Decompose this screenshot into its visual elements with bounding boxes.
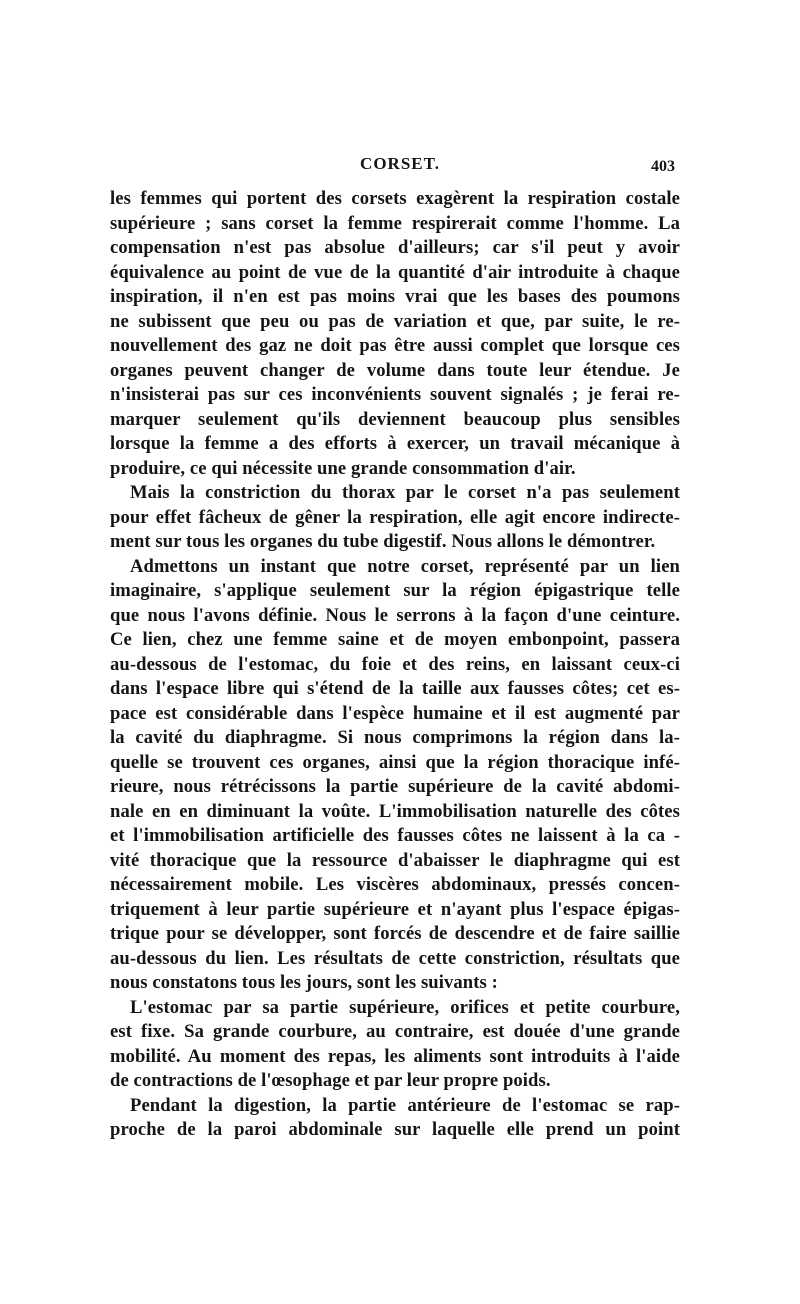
text-line: ne subissent que peu ou pas de variation et que, par suite, le re- <box>110 310 680 332</box>
text-line: quelle se trouvent ces organes, ainsi que la région thoracique infé- <box>110 751 680 773</box>
text-line: nous constatons tous les jours, sont les suivants : <box>110 972 498 993</box>
page-header <box>0 150 800 180</box>
text-line: au-dessous du lien. Les résultats de cette constriction, résultats que <box>110 947 680 969</box>
text-line: au-dessous de l'estomac, du foie et des reins, en laissant ceux-ci <box>110 653 680 675</box>
text-line: nouvellement des gaz ne doit pas être aussi complet que lorsque ces <box>110 335 680 356</box>
text-line: organes peuvent changer de volume dans toute leur étendue. Je <box>110 359 680 381</box>
text-line: compensation n'est pas absolue d'ailleurs; car s'il peut y avoir <box>110 237 680 258</box>
text-line: les femmes qui portent des corsets exagèrent la respiration costale <box>110 188 680 209</box>
text-line: marquer seulement qu'ils deviennent beaucoup plus sensibles <box>110 408 680 430</box>
text-line: la cavité du diaphragme. Si nous comprimons la région dans la- <box>110 727 680 748</box>
text-line: supérieure ; sans corset la femme respirerait comme l'homme. La <box>110 212 680 234</box>
paragraph-start-line: Admettons un instant que notre corset, représenté par un lien <box>130 555 680 577</box>
text-line: dans l'espace libre qui s'étend de la taille aux fausses côtes; cet es- <box>110 678 680 699</box>
page-number: 403 <box>651 158 675 175</box>
text-line: vité thoracique que la ressource d'abaisser le diaphragme qui est <box>110 849 680 871</box>
text-line: Ce lien, chez une femme saine et de moyen embonpoint, passera <box>110 629 680 650</box>
text-line: nale en en diminuant la voûte. L'immobilisation naturelle des côtes <box>110 800 680 822</box>
text-line: ment sur tous les organes du tube digestif. Nous allons le démontrer. <box>110 531 656 552</box>
text-line: inspiration, il n'en est pas moins vrai que les bases des poumons <box>110 286 680 307</box>
text-line: rieure, nous rétrécissons la partie supérieure de la cavité abdomi- <box>110 776 680 797</box>
text-line: et l'immobilisation artificielle des fausses côtes ne laissent à la ca - <box>110 825 680 846</box>
paragraph-start-line: Mais la constriction du thorax par le corset n'a pas seulement <box>130 482 680 503</box>
paragraph-start-line: Pendant la digestion, la partie antérieure de l'estomac se rap- <box>130 1094 680 1116</box>
text-line: trique pour se développer, sont forcés de descendre et de faire saillie <box>110 923 680 944</box>
text-line: est fixe. Sa grande courbure, au contraire, est douée d'une grande <box>110 1021 680 1042</box>
text-line: de contractions de l'œsophage et par leur propre poids. <box>110 1070 551 1091</box>
text-line: lorsque la femme a des efforts à exercer, un travail mécanique à <box>110 433 680 454</box>
text-line: proche de la paroi abdominale sur laquelle elle prend un point <box>110 1119 680 1140</box>
text-line: imaginaire, s'applique seulement sur la région épigastrique telle <box>110 580 680 601</box>
text-line: pace est considérable dans l'espèce humaine et il est augmenté par <box>110 702 680 724</box>
text-line: que nous l'avons définie. Nous le serrons à la façon d'une ceinture. <box>110 604 680 626</box>
running-title: CORSET. <box>360 154 440 173</box>
body-text <box>110 187 680 1143</box>
text-line: mobilité. Au moment des repas, les aliments sont introduits à l'aide <box>110 1045 680 1067</box>
text-line: nécessairement mobile. Les viscères abdominaux, pressés concen- <box>110 874 680 895</box>
text-line: n'insisterai pas sur ces inconvénients souvent signalés ; je ferai re- <box>110 384 680 405</box>
text-line: triquement à leur partie supérieure et n'ayant plus l'espace épigas- <box>110 898 680 920</box>
paragraph-start-line: L'estomac par sa partie supérieure, orifices et petite courbure, <box>130 996 680 1018</box>
text-line: produire, ce qui nécessite une grande consommation d'air. <box>110 457 576 479</box>
text-line: équivalence au point de vue de la quantité d'air introduite à chaque <box>110 261 680 283</box>
text-line: pour effet fâcheux de gêner la respiration, elle agit encore indirecte- <box>110 506 680 528</box>
